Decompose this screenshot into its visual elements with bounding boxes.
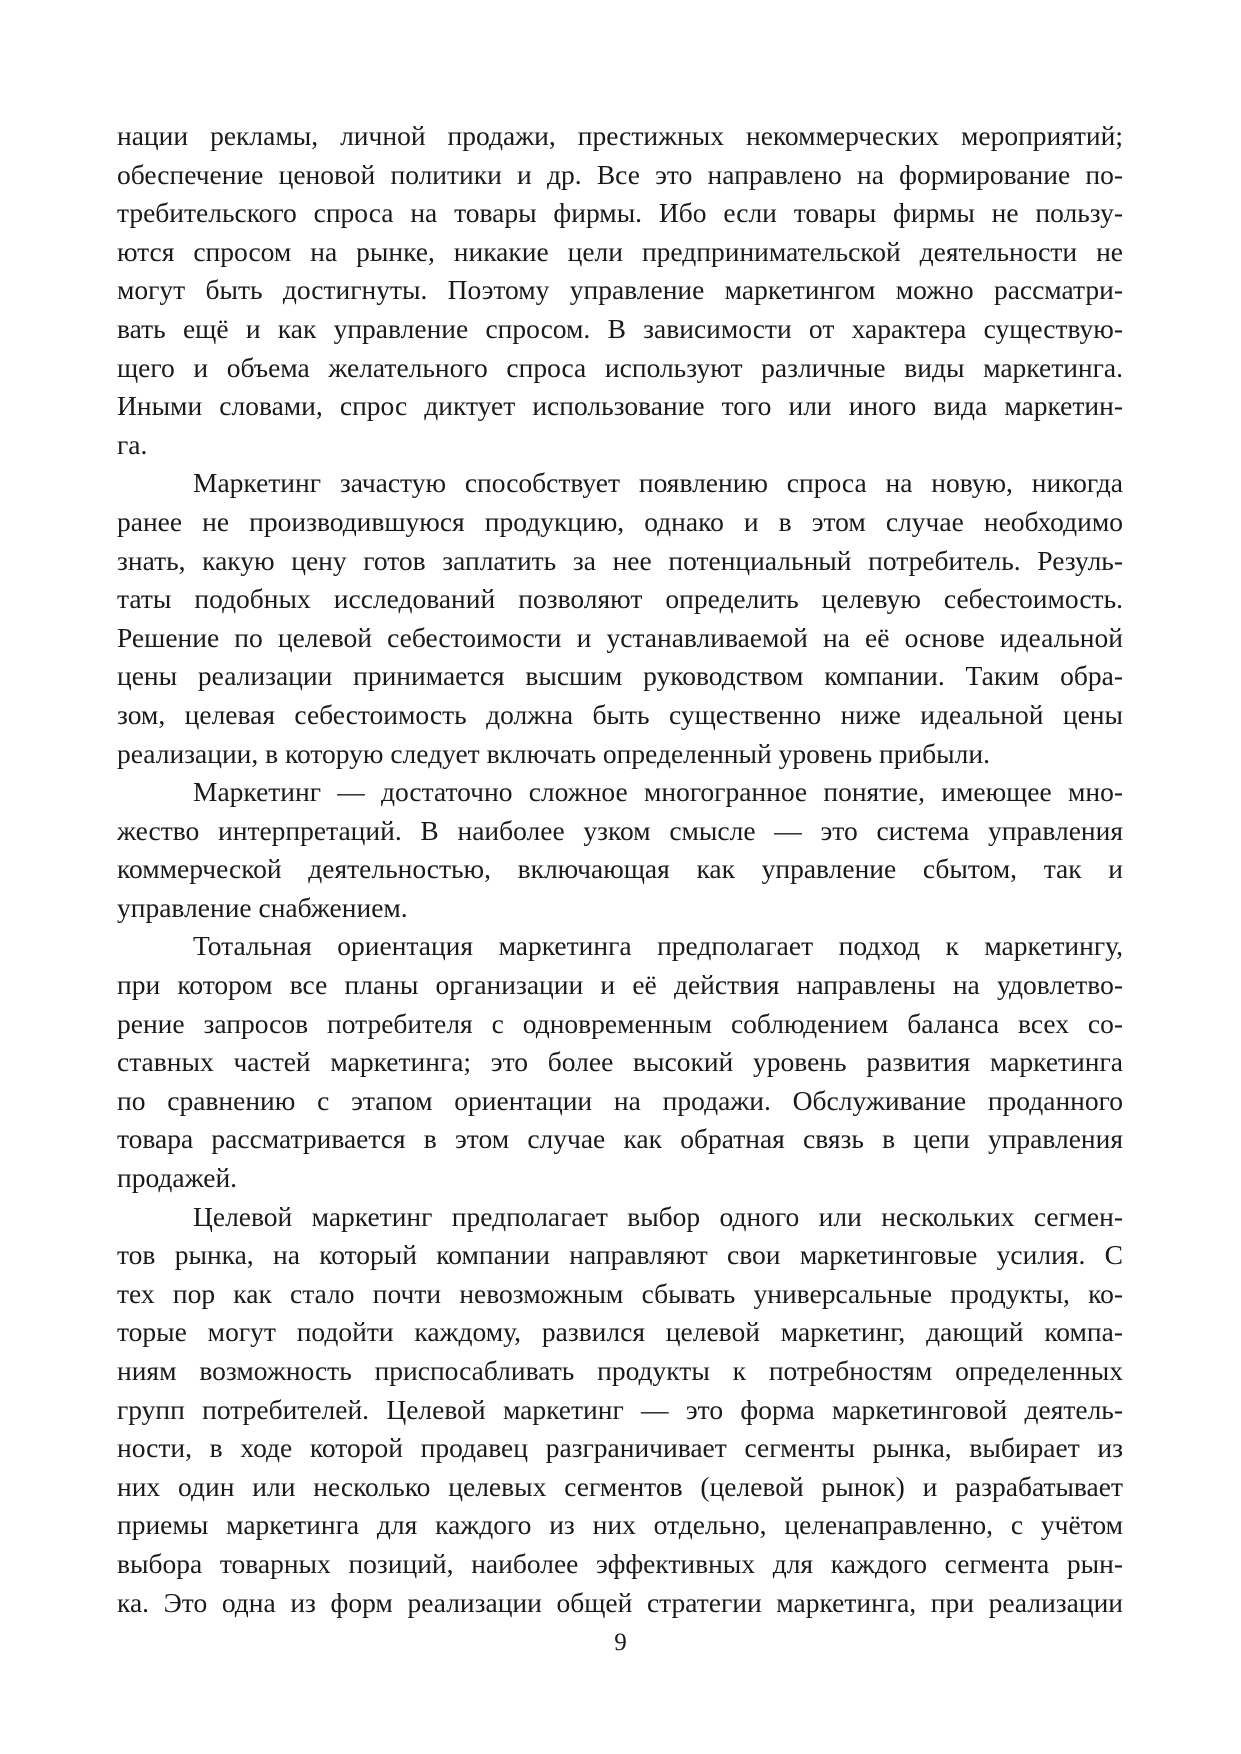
text-line: цены реализации принимается высшим руководством компании. Таким обра- <box>117 660 1123 692</box>
text-line: групп потребителей. Целевой маркетинг — это форма маркетинговой деятель- <box>117 1393 1123 1425</box>
text-line: Маркетинг — достаточно сложное многогранное понятие, имеющее мно- <box>193 776 1123 808</box>
text-line: ранее не производившуюся продукцию, однако и в этом случае необходимо <box>117 505 1123 537</box>
text-line: таты подобных исследований позволяют определить целевую себестоимость. <box>117 583 1123 615</box>
text-line: вать ещё и как управление спросом. В зависимости от характера существую- <box>117 312 1123 344</box>
paragraph-5 <box>117 1198 1123 1623</box>
text-line: ности, в ходе которой продавец разграничивает сегменты рынка, выбирает из <box>117 1432 1123 1464</box>
text-line: выбора товарных позиций, наиболее эффективных для каждого сегмента рын- <box>117 1547 1123 1579</box>
text-line: ставных частей маркетинга; это более высокий уровень развития маркетинга <box>117 1046 1123 1078</box>
text-line: торые могут подойти каждому, развился целевой маркетинг, дающий компа- <box>117 1316 1123 1348</box>
text-line: ка. Это одна из форм реализации общей стратегии маркетинга, при реализации <box>117 1586 1123 1618</box>
text-line: жество интерпретаций. В наиболее узком смысле — это система управления <box>117 814 1123 846</box>
text-line: ниям возможность приспосабливать продукты к потребностям определенных <box>117 1355 1123 1386</box>
paragraph-4 <box>117 927 1123 1197</box>
text-line: Иными словами, спрос диктует использование того или иного вида маркетин- <box>117 390 1123 422</box>
text-line: зом, целевая себестоимость должна быть существенно ниже идеальной цены <box>117 698 1123 730</box>
text-line: тех пор как стало почти невозможным сбывать универсальные продукты, ко- <box>117 1277 1123 1309</box>
text-line: рение запросов потребителя с одновременным соблюдением баланса всех со- <box>117 1007 1123 1039</box>
paragraph-2 <box>117 464 1123 773</box>
text-line: приемы маркетинга для каждого из них отдельно, целенаправленно, с учётом <box>117 1509 1123 1541</box>
paragraph-3 <box>117 773 1123 927</box>
paragraph-1 <box>117 117 1123 464</box>
text-line: реализации, в которую следует включать определенный уровень прибыли. <box>117 737 990 769</box>
text-line: щего и объема желательного спроса используют различные виды маркетинга. <box>117 351 1123 383</box>
text-line: нации рекламы, личной продажи, престижных некоммерческих мероприятий; <box>117 120 1123 151</box>
text-line: Целевой маркетинг предполагает выбор одного или нескольких сегмен- <box>193 1200 1123 1232</box>
text-line: требительского спроса на товары фирмы. Ибо если товары фирмы не пользу- <box>117 197 1123 229</box>
body-text <box>117 117 1123 1622</box>
text-line: га. <box>117 428 148 460</box>
text-line: по сравнению с этапом ориентации на продажи. Обслуживание проданного <box>117 1084 1123 1116</box>
text-line: могут быть достигнуты. Поэтому управление маркетингом можно рассматри- <box>117 274 1123 306</box>
text-line: товара рассматривается в этом случае как обратная связь в цепи управления <box>117 1123 1123 1155</box>
text-line: при котором все планы организации и её действия направлены на удовлетво- <box>117 969 1123 1001</box>
page-number: 9 <box>614 1629 627 1656</box>
text-line: управление снабжением. <box>117 891 408 923</box>
text-line: Тотальная ориентация маркетинга предполагает подход к маркетингу, <box>193 930 1123 962</box>
text-line: Решение по целевой себестоимости и устанавливаемой на её основе идеальной <box>117 621 1123 653</box>
text-line: продажей. <box>117 1162 238 1194</box>
text-line: тов рынка, на который компании направляют свои маркетинговые усилия. С <box>117 1239 1123 1271</box>
text-line: коммерческой деятельностью, включающая как управление сбытом, так и <box>117 853 1123 885</box>
text-line: ются спросом на рынке, никакие цели предпринимательской деятельности не <box>117 235 1123 267</box>
text-line: Маркетинг зачастую способствует появлению спроса на новую, никогда <box>193 467 1123 499</box>
text-line: них один или несколько целевых сегментов (целевой рынок) и разрабатывает <box>117 1470 1123 1502</box>
text-line: обеспечение ценовой политики и др. Все это направлено на формирование по- <box>117 158 1123 190</box>
text-line: знать, какую цену готов заплатить за нее потенциальный потребитель. Резуль- <box>117 544 1123 576</box>
